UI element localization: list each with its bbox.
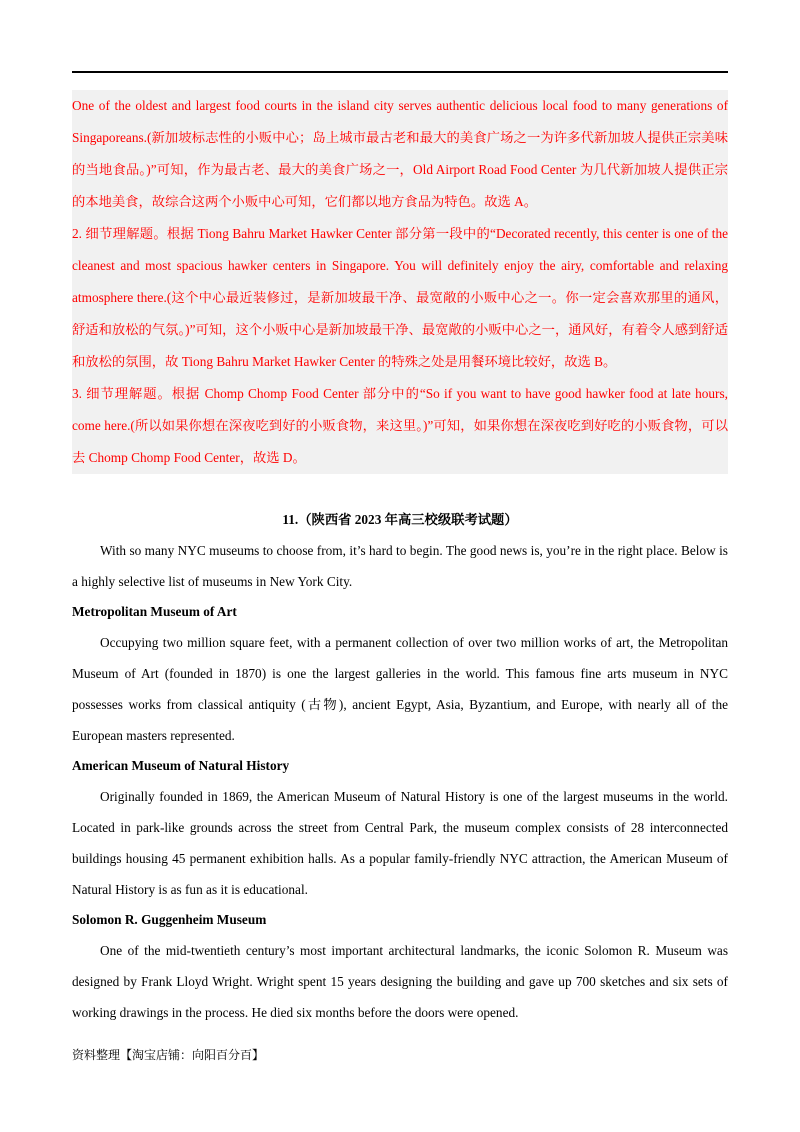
section-heading-natural-history: American Museum of Natural History (72, 758, 290, 773)
answer-explanation-block (72, 90, 728, 474)
section-text-met: Occupying two million square feet, with a permanent collection of over two million works of art, the Metropolitan Museum of Art (founded in 1870) is one the largest galleries in the world. This famous fine arts museum in NYC possesses works from classical antiquity (古物), ancient Egypt, Asia, Byzantium, and Europe, with nearly all of the European masters represented. (72, 635, 728, 743)
question-block (72, 504, 728, 1028)
section-heading-met: Metropolitan Museum of Art (72, 604, 237, 619)
question-title: 11.（陕西省 2023 年高三校级联考试题） (282, 512, 518, 527)
section-heading-guggenheim: Solomon R. Guggenheim Museum (72, 912, 267, 927)
header-rule (72, 71, 728, 73)
answer-paragraph-3: 3. 细节理解题。根据 Chomp Chomp Food Center 部分中的“So if you want to have good hawker food at late hours, come here.(所以如果你想在深夜吃到好的小贩食物，来这里。)”可知，如果你想在深夜吃到好吃的小贩食物，可以去 Chomp Chomp Food Center，故选 D。 (72, 386, 728, 465)
answer-paragraph-1: One of the oldest and largest food courts in the island city serves authentic delicious local food to many generations of Singaporeans.(新加坡标志性的小贩中心；岛上城市最古老和最大的美食广场之一为许多代新加坡人提供正宗美味的当地食品。)”可知，作为最古老、最大的美食广场之一，Old Airport Road Food Center 为几代新加坡人提供正宗的本地美食，故综合这两个小贩中心可知，它们都以地方食品为特色。故选 A。 (72, 98, 728, 209)
page-footer: 资料整理【淘宝店铺：向阳百分百】 (72, 1048, 265, 1062)
section-text-natural-history: Originally founded in 1869, the American Museum of Natural History is one of the largest museums in the world. Located in park-like grounds across the street from Central Park, the museum complex consists of 28 interconnected buildings housing 45 permanent exhibition halls. As a popular family-friendly NYC attraction, the American Museum of Natural History is as fun as it is educational. (72, 789, 728, 897)
passage-intro: With so many NYC museums to choose from, it’s hard to begin. The good news is, you’re in the right place. Below is a highly selective list of museums in New York City. (72, 543, 728, 589)
answer-paragraph-2: 2. 细节理解题。根据 Tiong Bahru Market Hawker Center 部分第一段中的“Decorated recently, this center is one of the cleanest and most spacious hawker centers in Singapore. You will definitely enjoy the airy, comfortable and relaxing atmosphere there.(这个中心最近装修过，是新加坡最干净、最宽敞的小贩中心之一。你一定会喜欢那里的通风，舒适和放松的气氛。)”可知，这个小贩中心是新加坡最干净、最宽敞的小贩中心之一，通风好，有着令人感到舒适和放松的氛围，故 Tiong Bahru Market Hawker Center 的特殊之处是用餐环境比较好，故选 B。 (72, 226, 728, 369)
section-text-guggenheim: One of the mid-twentieth century’s most important architectural landmarks, the iconic Solomon R. Museum was designed by Frank Lloyd Wright. Wright spent 15 years designing the building and gave up 700 sketches and six sets of working drawings in the process. He died six months before the doors were opened. (72, 943, 728, 1020)
